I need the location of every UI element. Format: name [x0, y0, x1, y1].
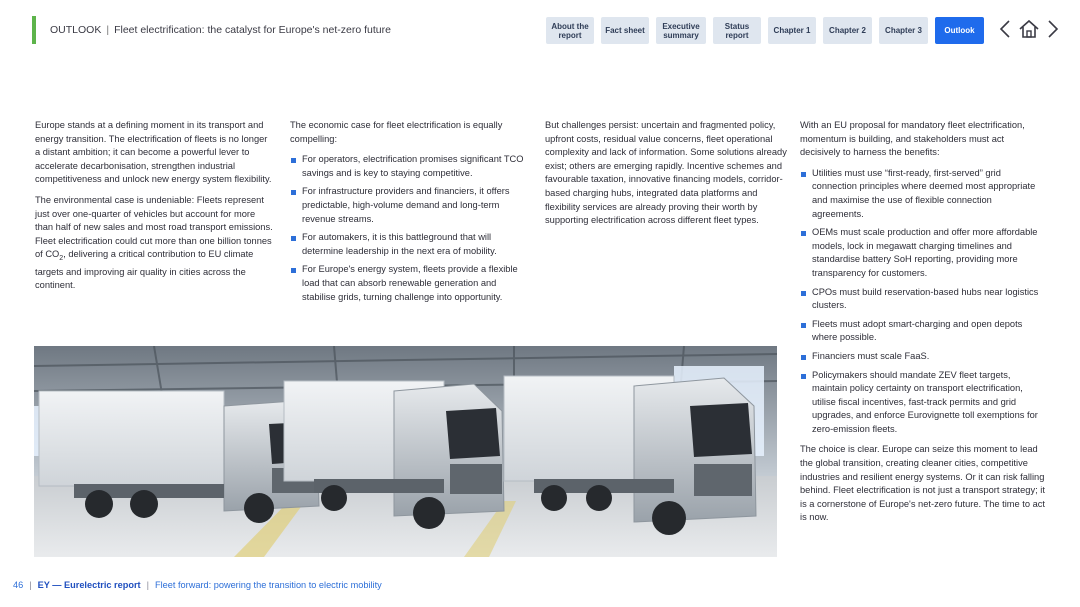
trucks-photo — [34, 346, 777, 557]
report-name: EY — Eurelectric report — [37, 580, 141, 590]
section-title: OUTLOOK | Fleet electrification: the catalyst for Europe's net-zero future — [50, 24, 391, 36]
economic-list — [290, 153, 532, 304]
closing-paragraph: The choice is clear. Europe can seize this moment to lead the global transition, creating cleaner cities, competitive industries and resilient energy systems. Or it can risk falling behind. Fleet electrification is not just a transport strategy; it is a cornerstone of Europe's net-zero future. The time to act is now. — [800, 444, 1045, 523]
stakeholders-intro: With an EU proposal for mandatory fleet electrification, momentum is building, and stakeholders must act decisively to harness the benefits: — [800, 120, 1025, 158]
chevron-right-icon[interactable] — [1046, 18, 1060, 40]
economic-intro: The economic case for fleet electrification is equally compelling: — [290, 120, 503, 144]
list-item: For operators, electrification promises significant TCO savings and is key to staying competitive. — [290, 153, 532, 180]
section-label: OUTLOOK — [50, 24, 102, 36]
stakeholder-actions-list — [800, 167, 1045, 437]
list-item: For automakers, it is this battleground that will determine leadership in the next era of mobility. — [290, 231, 532, 258]
page-header — [0, 0, 1080, 60]
accent-bar — [32, 16, 36, 44]
chevron-left-icon[interactable] — [998, 18, 1012, 40]
nav-executive-summary[interactable]: Executive summary — [656, 17, 706, 44]
header-title: Fleet electrification: the catalyst for Europe's net-zero future — [114, 24, 391, 36]
list-item: CPOs must build reservation-based hubs near logistics clusters. — [800, 286, 1045, 313]
page-number: 46 — [13, 580, 24, 590]
page-footer: 46 | EY — Eurelectric report | Fleet forward: powering the transition to electric mobility — [13, 580, 382, 590]
home-icon[interactable] — [1018, 18, 1040, 40]
list-item: For infrastructure providers and financiers, it offers predictable, high-volume demand and long-term revenue streams. — [290, 185, 532, 226]
list-item: Utilities must use “first-ready, first-served” grid connection principles where deemed most appropriate and maximise the use of flexible connection agreements. — [800, 167, 1045, 221]
column-3 — [545, 119, 787, 235]
trucks-illustration — [34, 346, 777, 557]
challenges-paragraph: But challenges persist: uncertain and fragmented policy, upfront costs, residual value concerns, fleet operational complexity and lack of information. Some solutions already exist; others are emerging rapidly. Incentive schemes and favourable taxation, innovative financing models, corridor-based charging hubs, integrated data platforms and flexibility services are already proving their worth by supporting electrification across different fleet types. — [545, 120, 787, 226]
list-item: Fleets must adopt smart-charging and open depots where possible. — [800, 318, 1045, 345]
column-4 — [800, 119, 1045, 532]
nav-status-report[interactable]: Status report — [713, 17, 761, 44]
nav-chapter-3[interactable]: Chapter 3 — [879, 17, 928, 44]
column-1 — [35, 119, 275, 300]
report-subtitle: Fleet forward: powering the transition to electric mobility — [155, 580, 382, 590]
intro-paragraph: Europe stands at a defining moment in its transport and energy transition. The electrification of fleets is no longer a distant ambition; it can become a powerful lever to accelerate decarbonisation, strengthen industrial competitiveness and unlock new energy system flexibility. — [35, 120, 272, 185]
list-item: OEMs must scale production and offer more affordable models, lock in megawatt charging timelines and standardise battery SoH reporting, providing more transparency for customers. — [800, 226, 1045, 280]
nav-fact-sheet[interactable]: Fact sheet — [601, 17, 649, 44]
column-2 — [290, 119, 532, 311]
environmental-paragraph: The environmental case is undeniable: Fleets represent just over one-quarter of vehicles but account for more than half of new sales and most road transport emissions. Fleet electrification could cut more than one billion tonnes of $CO_2$, delivering a critical contribution to EU climate targets and improving air quality in cities across the continent. — [35, 194, 273, 291]
list-item: Financiers must scale FaaS. — [800, 350, 1045, 364]
nav-chapter-2[interactable]: Chapter 2 — [823, 17, 872, 44]
list-item: Policymakers should mandate ZEV fleet targets, maintain policy certainty on transport electrification, utilise fiscal incentives, fast-track permits and grid upgrades, and enforce Eurovignette toll exemptions for zero-emission fleets. — [800, 369, 1045, 437]
chapter-nav — [546, 17, 984, 44]
nav-chapter-1[interactable]: Chapter 1 — [768, 17, 816, 44]
nav-about-the-report[interactable]: About the report — [546, 17, 594, 44]
list-item: For Europe's energy system, fleets provide a flexible load that can absorb renewable generation and stabilise grids, turning challenge into opportunity. — [290, 263, 532, 304]
nav-outlook[interactable]: Outlook — [935, 17, 984, 44]
nav-icons — [998, 18, 1060, 40]
